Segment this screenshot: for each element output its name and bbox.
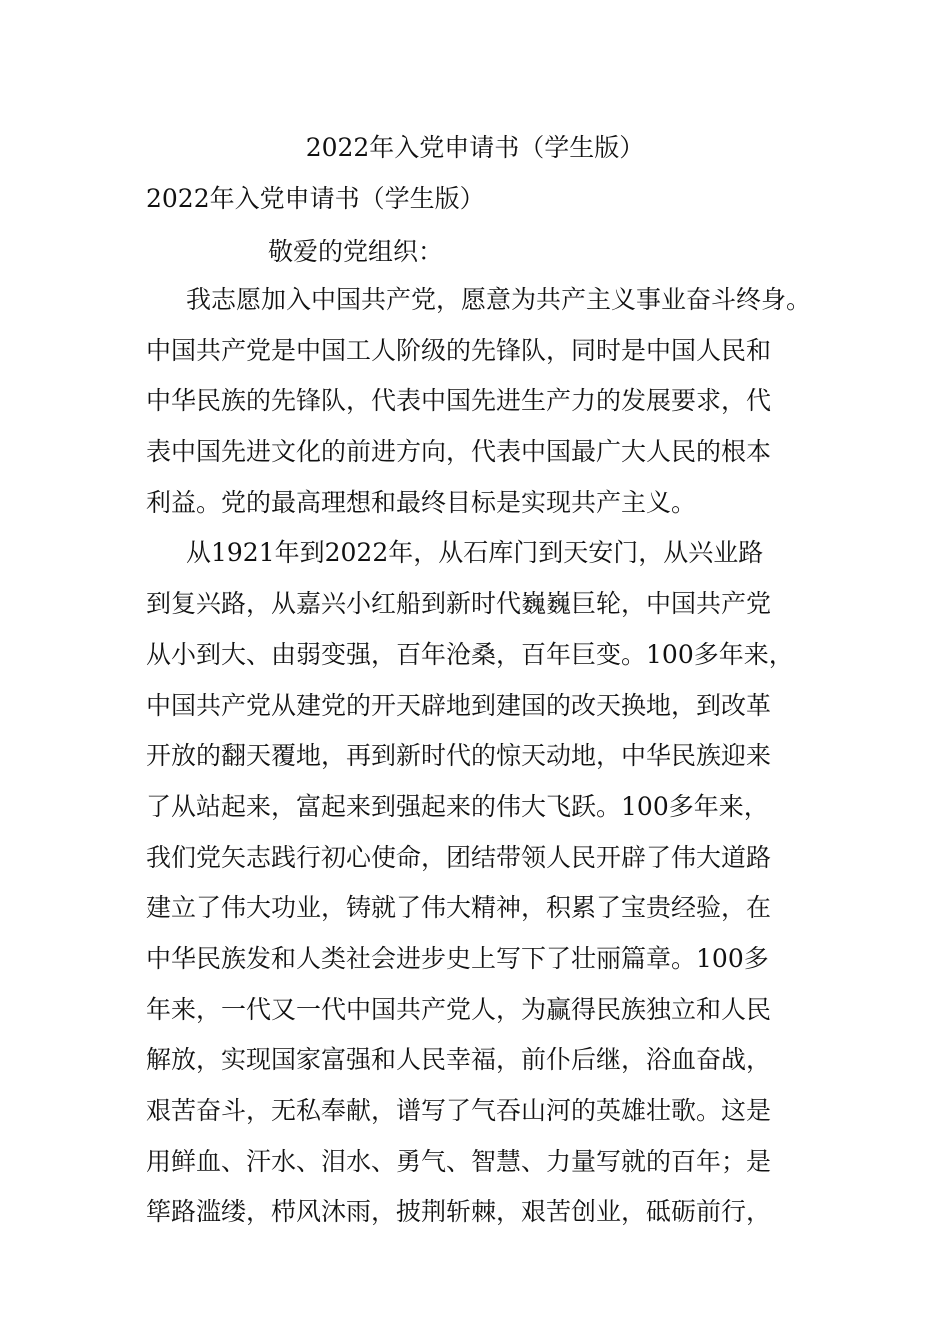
document-subtitle: 2022年入党申请书（学生版） (146, 184, 485, 213)
body-text (146, 280, 846, 1243)
body-line: 中华民族发和人类社会进步史上写下了壮丽篇章。100多 (146, 943, 769, 973)
body-line: 从1921年到2022年，从石库门到天安门，从兴业路 (186, 538, 764, 568)
body-line: 中国共产党从建党的开天辟地到建国的改天换地，到改革 (146, 690, 772, 720)
body-line: 年来，一代又一代中国共产党人，为赢得民族独立和人民 (146, 994, 772, 1024)
body-line: 表中国先进文化的前进方向，代表中国最广大人民的根本 (146, 437, 772, 467)
body-line: 了从站起来，富起来到强起来的伟大飞跃。100多年来， (146, 791, 769, 821)
body-line: 利益。党的最高理想和最终目标是实现共产主义。 (146, 487, 697, 517)
body-line: 筚路滥缕，栉风沐雨，披荆斩棘，艰苦创业，砥砺前行， (146, 1197, 772, 1227)
salutation: 敬爱的党组织： (268, 237, 444, 266)
body-line: 艰苦奋斗，无私奉献，谱写了气吞山河的英雄壮歌。这是 (146, 1096, 772, 1125)
body-line: 解放，实现国家富强和人民幸福，前仆后继，浴血奋战， (146, 1045, 772, 1075)
body-line: 中国共产党是中国工人阶级的先锋队，同时是中国人民和 (146, 335, 772, 365)
body-line: 用鲜血、汗水、泪水、勇气、智慧、力量写就的百年；是 (146, 1146, 772, 1176)
body-line: 开放的翻天覆地，再到新时代的惊天动地，中华民族迎来 (146, 741, 772, 771)
body-line: 到复兴路，从嘉兴小红船到新时代巍巍巨轮，中国共产党 (146, 589, 772, 619)
body-line: 我志愿加入中国共产党，愿意为共产主义事业奋斗终身。 (186, 285, 812, 314)
body-line: 从小到大、由弱变强，百年沧桑，百年巨变。100多年来， (146, 639, 794, 669)
body-line: 中华民族的先锋队，代表中国先进生产力的发展要求，代 (146, 386, 772, 416)
body-line: 建立了伟大功业，铸就了伟大精神，积累了宝贵经验，在 (146, 893, 772, 923)
document-title: 2022年入党申请书（学生版） (305, 133, 645, 162)
body-line: 我们党矢志践行初心使命，团结带领人民开辟了伟大道路 (146, 842, 772, 872)
